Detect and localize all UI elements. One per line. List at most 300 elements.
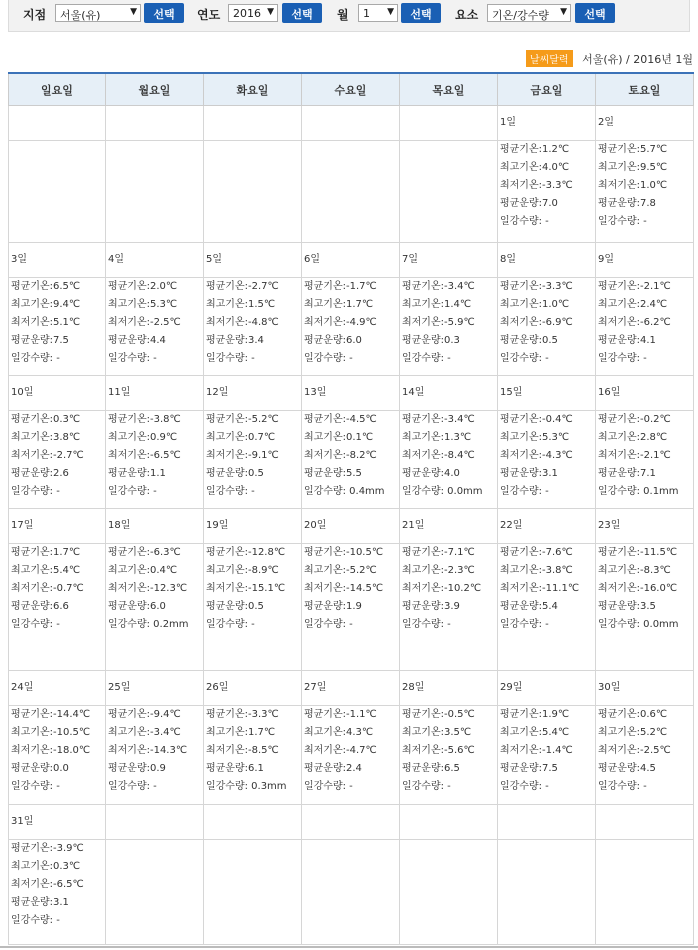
day-number-cell	[301, 376, 399, 411]
weather-min: 최저기온:-4.8℃	[205, 317, 279, 328]
weather-cloud: 평균운량:3.9	[401, 601, 460, 612]
day-number-cell	[595, 805, 693, 840]
weather-min: 최저기온:-2.5℃	[597, 745, 671, 756]
day-number-cell	[595, 106, 693, 141]
calendar-info-row	[9, 141, 694, 243]
day-weather-cell	[399, 411, 497, 509]
weather-min: 최저기온:-6.5℃	[11, 879, 84, 890]
weather-min: 최저기온:-5.9℃	[401, 317, 475, 328]
weather-avg: 평균기온:-3.4℃	[401, 281, 475, 292]
day-weather-cell	[301, 411, 399, 509]
day-number-cell	[301, 243, 399, 278]
calendar-info-row	[9, 706, 694, 805]
weather-rain: 일강수량: -	[499, 353, 549, 364]
weather-max: 최고기온:5.3℃	[499, 432, 570, 443]
bottom-divider	[0, 946, 698, 948]
weather-min: 최저기온:-9.1℃	[205, 450, 279, 461]
weather-max: 최고기온:1.4℃	[401, 299, 472, 310]
weather-min: 최저기온:-14.5℃	[303, 583, 384, 594]
day-number: 22일	[499, 520, 523, 531]
element-select-value: 기온/강수량	[492, 9, 549, 22]
day-number-cell	[203, 509, 301, 544]
weather-max: 최고기온:1.0℃	[499, 299, 570, 310]
day-number: 28일	[401, 682, 425, 693]
weather-cloud: 평균운량:0.5	[499, 335, 558, 346]
weather-rain: 일강수량: 0.1mm	[597, 486, 679, 497]
weather-min: 최저기온:-4.9℃	[303, 317, 377, 328]
weather-avg: 평균기온:-11.5℃	[597, 547, 678, 558]
weather-calendar-badge: 날씨달력	[526, 50, 573, 67]
weather-cloud: 평균운량:6.6	[11, 601, 69, 612]
weather-cloud: 평균운량:7.5	[499, 763, 558, 774]
weather-rain: 일강수량: -	[205, 486, 255, 497]
day-number-cell	[399, 805, 497, 840]
day-number: 15일	[499, 387, 523, 398]
weather-cloud: 평균운량:2.6	[11, 468, 69, 479]
weather-avg: 평균기온:6.5℃	[11, 281, 81, 292]
weather-cloud: 평균운량:2.4	[303, 763, 362, 774]
day-weather-cell	[497, 706, 595, 805]
weather-cloud: 평균운량:6.5	[401, 763, 460, 774]
day-number-cell	[399, 106, 497, 141]
calendar-info-row	[9, 278, 694, 376]
day-weather-cell	[105, 278, 203, 376]
day-weather-cell	[399, 141, 497, 243]
weather-min: 최저기온:-11.1℃	[499, 583, 580, 594]
weather-rain: 일강수량: -	[107, 486, 157, 497]
weather-min: 최저기온:-12.3℃	[107, 583, 188, 594]
day-number-cell	[301, 106, 399, 141]
calendar-info-row	[9, 544, 694, 671]
weather-max: 최고기온:0.1℃	[303, 432, 374, 443]
day-number-cell	[301, 509, 399, 544]
day-number: 1일	[499, 117, 516, 128]
weekday-header: 금요일	[497, 73, 595, 106]
weather-min: 최저기온:-8.2℃	[303, 450, 377, 461]
weather-max: 최고기온:5.4℃	[499, 727, 570, 738]
weather-cloud: 평균운량:7.8	[597, 198, 656, 209]
day-number-cell	[9, 376, 106, 411]
filter-bar	[8, 0, 690, 32]
day-number: 20일	[303, 520, 327, 531]
day-weather-cell	[301, 141, 399, 243]
day-weather-cell	[9, 141, 106, 243]
day-number: 26일	[205, 682, 229, 693]
weather-max: 최고기온:-3.8℃	[499, 565, 573, 576]
day-weather-cell	[399, 706, 497, 805]
calendar-day-row	[9, 671, 694, 706]
day-number: 12일	[205, 387, 229, 398]
day-weather-cell	[105, 840, 203, 945]
weather-rain: 일강수량: -	[205, 353, 255, 364]
weather-max: 최고기온:5.4℃	[11, 565, 81, 576]
day-number: 6일	[303, 254, 320, 265]
weather-max: 최고기온:3.5℃	[401, 727, 472, 738]
day-number-cell	[203, 805, 301, 840]
day-number: 21일	[401, 520, 425, 531]
weather-avg: 평균기온:-7.1℃	[401, 547, 475, 558]
weather-max: 최고기온:3.8℃	[11, 432, 81, 443]
weather-min: 최저기온:-1.4℃	[499, 745, 573, 756]
day-weather-cell	[105, 544, 203, 671]
day-number-cell	[9, 243, 106, 278]
day-weather-cell	[595, 706, 693, 805]
weekday-header: 월요일	[105, 73, 203, 106]
weather-cloud: 평균운량:4.1	[597, 335, 656, 346]
day-weather-cell	[9, 840, 106, 945]
day-weather-cell	[105, 411, 203, 509]
day-weather-cell	[9, 411, 106, 509]
day-number: 10일	[11, 387, 34, 398]
year-select-value: 2016	[233, 7, 261, 20]
weather-avg: 평균기온:-9.4℃	[107, 709, 181, 720]
weather-rain: 일강수량: -	[11, 486, 60, 497]
weather-avg: 평균기온:1.9℃	[499, 709, 570, 720]
weather-max: 최고기온:9.4℃	[11, 299, 81, 310]
weather-rain: 일강수량: -	[11, 915, 60, 926]
day-number: 5일	[205, 254, 222, 265]
station-select[interactable]	[55, 4, 141, 22]
day-number: 25일	[107, 682, 131, 693]
day-weather-cell	[399, 278, 497, 376]
weather-min: 최저기온:5.1℃	[11, 317, 81, 328]
day-number-cell	[497, 509, 595, 544]
weather-avg: 평균기온:-0.2℃	[597, 414, 671, 425]
weather-min: 최저기온:-16.0℃	[597, 583, 678, 594]
chevron-down-icon: ▼	[267, 7, 274, 17]
weather-max: 최고기온:5.3℃	[107, 299, 178, 310]
weekday-header: 화요일	[203, 73, 301, 106]
element-select[interactable]	[487, 4, 571, 22]
weather-min: 최저기온:-5.6℃	[401, 745, 475, 756]
weather-min: 최저기온:-2.1℃	[597, 450, 671, 461]
weather-avg: 평균기온:-3.3℃	[499, 281, 573, 292]
weather-avg: 평균기온:5.7℃	[597, 144, 668, 155]
weather-max: 최고기온:2.8℃	[597, 432, 668, 443]
calendar-caption-text: 서울(유) / 2016년 1월	[582, 53, 693, 66]
weather-cloud: 평균운량:0.0	[11, 763, 69, 774]
day-number: 3일	[11, 254, 28, 265]
chevron-down-icon: ▼	[560, 7, 567, 17]
weather-max: 최고기온:1.5℃	[205, 299, 276, 310]
day-number-cell	[203, 106, 301, 141]
calendar-day-row	[9, 805, 694, 840]
weather-avg: 평균기온:-6.3℃	[107, 547, 181, 558]
day-number: 27일	[303, 682, 327, 693]
weather-avg: 평균기온:2.0℃	[107, 281, 178, 292]
day-number-cell	[399, 243, 497, 278]
weather-min: 최저기온:-10.2℃	[401, 583, 482, 594]
day-weather-cell	[595, 840, 693, 945]
weather-cloud: 평균운량:3.1	[11, 897, 69, 908]
weather-avg: 평균기온:-0.4℃	[499, 414, 573, 425]
station-select-value: 서울(유)	[60, 9, 101, 22]
weather-min: 최저기온:-8.4℃	[401, 450, 475, 461]
weather-rain: 일강수량: -	[303, 781, 353, 792]
day-weather-cell	[497, 141, 595, 243]
weekday-header-row	[9, 73, 694, 106]
day-number: 18일	[107, 520, 131, 531]
day-weather-cell	[105, 141, 203, 243]
weather-max: 최고기온:0.7℃	[205, 432, 276, 443]
weather-cloud: 평균운량:6.0	[303, 335, 362, 346]
weather-avg: 평균기온:-3.8℃	[107, 414, 181, 425]
weather-rain: 일강수량: -	[205, 619, 255, 630]
day-number: 16일	[597, 387, 621, 398]
day-number-cell	[9, 805, 106, 840]
weather-min: 최저기온:-2.5℃	[107, 317, 181, 328]
calendar-info-row	[9, 840, 694, 945]
day-number: 24일	[11, 682, 34, 693]
weather-cloud: 평균운량:3.5	[597, 601, 656, 612]
weather-avg: 평균기온:-2.7℃	[205, 281, 279, 292]
weather-max: 최고기온:-8.3℃	[597, 565, 671, 576]
weather-rain: 일강수량: -	[499, 781, 549, 792]
day-number-cell	[9, 671, 106, 706]
weather-rain: 일강수량: -	[107, 781, 157, 792]
weather-max: 최고기온:-2.3℃	[401, 565, 475, 576]
day-number-cell	[497, 671, 595, 706]
weather-rain: 일강수량: 0.3mm	[205, 781, 287, 792]
day-weather-cell	[399, 544, 497, 671]
weather-cloud: 평균운량:0.5	[205, 601, 264, 612]
weather-cloud: 평균운량:6.0	[107, 601, 166, 612]
weather-rain: 일강수량: -	[499, 486, 549, 497]
weekday-header: 토요일	[595, 73, 693, 106]
weather-cloud: 평균운량:7.0	[499, 198, 558, 209]
day-weather-cell	[595, 141, 693, 243]
weather-cloud: 평균운량:0.9	[107, 763, 166, 774]
weather-cloud: 평균운량:3.1	[499, 468, 558, 479]
weather-rain: 일강수량: -	[11, 619, 60, 630]
weather-avg: 평균기온:-3.9℃	[11, 843, 84, 854]
weather-avg: 평균기온:0.6℃	[597, 709, 668, 720]
calendar-day-row	[9, 509, 694, 544]
weather-avg: 평균기온:-0.5℃	[401, 709, 475, 720]
weather-max: 최고기온:1.7℃	[303, 299, 374, 310]
weather-avg: 평균기온:-1.7℃	[303, 281, 377, 292]
calendar-body	[9, 106, 694, 945]
day-number: 8일	[499, 254, 516, 265]
weather-max: 최고기온:4.3℃	[303, 727, 374, 738]
day-number-cell	[105, 243, 203, 278]
day-number-cell	[595, 671, 693, 706]
weather-avg: 평균기온:-3.3℃	[205, 709, 279, 720]
day-weather-cell	[497, 544, 595, 671]
year-select[interactable]	[228, 4, 278, 22]
weather-avg: 평균기온:1.2℃	[499, 144, 570, 155]
weather-avg: 평균기온:-10.5℃	[303, 547, 384, 558]
weather-cloud: 평균운량:6.1	[205, 763, 264, 774]
weather-rain: 일강수량: -	[11, 353, 60, 364]
weather-max: 최고기온:-3.4℃	[107, 727, 181, 738]
day-number: 2일	[597, 117, 614, 128]
day-weather-cell	[301, 544, 399, 671]
day-weather-cell	[9, 544, 106, 671]
day-number-cell	[399, 671, 497, 706]
month-select-button[interactable]: 선택	[401, 3, 441, 23]
weather-rain: 일강수량: -	[401, 619, 451, 630]
weather-cloud: 평균운량:1.9	[303, 601, 362, 612]
day-number-cell	[203, 671, 301, 706]
weather-min: 최저기온:-8.5℃	[205, 745, 279, 756]
weather-max: 최고기온:5.2℃	[597, 727, 668, 738]
calendar-caption	[526, 50, 693, 66]
day-number-cell	[301, 671, 399, 706]
calendar-day-row	[9, 106, 694, 141]
day-number-cell	[497, 805, 595, 840]
weather-rain: 일강수량: -	[303, 619, 353, 630]
weather-rain: 일강수량: -	[401, 781, 451, 792]
weather-rain: 일강수량: 0.4mm	[303, 486, 385, 497]
day-weather-cell	[595, 544, 693, 671]
chevron-down-icon: ▼	[130, 7, 137, 17]
day-number-cell	[497, 106, 595, 141]
weather-min: 최저기온:-6.5℃	[107, 450, 181, 461]
weekday-header: 일요일	[9, 73, 106, 106]
weather-cloud: 평균운량:4.5	[597, 763, 656, 774]
day-number: 19일	[205, 520, 229, 531]
day-weather-cell	[497, 411, 595, 509]
day-weather-cell	[203, 544, 301, 671]
day-weather-cell	[497, 278, 595, 376]
day-number: 23일	[597, 520, 621, 531]
day-number-cell	[105, 805, 203, 840]
weather-rain: 일강수량: -	[401, 353, 451, 364]
weather-min: 최저기온:-15.1℃	[205, 583, 286, 594]
day-number: 11일	[107, 387, 131, 398]
month-select[interactable]	[358, 4, 398, 22]
weather-max: 최고기온:1.7℃	[205, 727, 276, 738]
day-weather-cell	[105, 706, 203, 805]
day-weather-cell	[203, 278, 301, 376]
weather-min: 최저기온:-4.7℃	[303, 745, 377, 756]
weather-avg: 평균기온:0.3℃	[11, 414, 81, 425]
calendar-day-row	[9, 376, 694, 411]
day-weather-cell	[203, 141, 301, 243]
day-number-cell	[9, 106, 106, 141]
day-weather-cell	[595, 411, 693, 509]
weather-min: 최저기온:-6.9℃	[499, 317, 573, 328]
weather-max: 최고기온:0.9℃	[107, 432, 178, 443]
day-number: 31일	[11, 816, 34, 827]
weather-min: 최저기온:-14.3℃	[107, 745, 188, 756]
weather-cloud: 평균운량:4.0	[401, 468, 460, 479]
calendar-info-row	[9, 411, 694, 509]
day-number-cell	[497, 243, 595, 278]
day-number: 13일	[303, 387, 327, 398]
day-number-cell	[497, 376, 595, 411]
weather-max: 최고기온:2.4℃	[597, 299, 668, 310]
day-number-cell	[105, 106, 203, 141]
weather-min: 최저기온:-3.3℃	[499, 180, 573, 191]
weekday-header: 수요일	[301, 73, 399, 106]
day-weather-cell	[497, 840, 595, 945]
weather-rain: 일강수량: -	[597, 216, 647, 227]
weather-cloud: 평균운량:1.1	[107, 468, 166, 479]
weather-min: 최저기온:-2.7℃	[11, 450, 84, 461]
weather-avg: 평균기온:-14.4℃	[11, 709, 91, 720]
day-number-cell	[105, 376, 203, 411]
day-number-cell	[595, 376, 693, 411]
weather-cloud: 평균운량:5.4	[499, 601, 558, 612]
day-weather-cell	[203, 706, 301, 805]
weather-min: 최저기온:-18.0℃	[11, 745, 91, 756]
weather-rain: 일강수량: -	[597, 781, 647, 792]
day-number-cell	[399, 509, 497, 544]
station-label: 지점	[23, 8, 47, 22]
year-select-button[interactable]: 선택	[282, 3, 322, 23]
weekday-header: 목요일	[399, 73, 497, 106]
weather-min: 최저기온:1.0℃	[597, 180, 668, 191]
weather-cloud: 평균운량:7.5	[11, 335, 69, 346]
day-number-cell	[301, 805, 399, 840]
weather-cloud: 평균운량:0.3	[401, 335, 460, 346]
day-number-cell	[203, 376, 301, 411]
weather-max: 최고기온:9.5℃	[597, 162, 668, 173]
weather-rain: 일강수량: 0.0mm	[597, 619, 679, 630]
weather-max: 최고기온:4.0℃	[499, 162, 570, 173]
day-number-cell	[399, 376, 497, 411]
weather-avg: 평균기온:1.7℃	[11, 547, 81, 558]
weather-max: 최고기온:-10.5℃	[11, 727, 91, 738]
weather-avg: 평균기온:-12.8℃	[205, 547, 286, 558]
day-weather-cell	[203, 411, 301, 509]
weather-max: 최고기온:0.4℃	[107, 565, 178, 576]
day-number-cell	[105, 509, 203, 544]
weather-avg: 평균기온:-1.1℃	[303, 709, 377, 720]
day-number: 7일	[401, 254, 418, 265]
day-number: 17일	[11, 520, 34, 531]
weather-cloud: 평균운량:5.5	[303, 468, 362, 479]
weather-rain: 일강수량: -	[303, 353, 353, 364]
weather-rain: 일강수량: -	[499, 216, 549, 227]
weather-avg: 평균기온:-2.1℃	[597, 281, 671, 292]
weather-min: 최저기온:-6.2℃	[597, 317, 671, 328]
day-weather-cell	[301, 278, 399, 376]
weather-rain: 일강수량: 0.2mm	[107, 619, 189, 630]
month-label: 월	[337, 8, 349, 22]
calendar-day-row	[9, 243, 694, 278]
weather-cloud: 평균운량:3.4	[205, 335, 264, 346]
day-number: 9일	[597, 254, 614, 265]
day-weather-cell	[595, 278, 693, 376]
chevron-down-icon: ▼	[387, 7, 394, 17]
day-number-cell	[595, 243, 693, 278]
weather-rain: 일강수량: -	[499, 619, 549, 630]
day-number: 14일	[401, 387, 425, 398]
weather-min: 최저기온:-4.3℃	[499, 450, 573, 461]
weather-max: 최고기온:-8.9℃	[205, 565, 279, 576]
day-number-cell	[9, 509, 106, 544]
weather-avg: 평균기온:-3.4℃	[401, 414, 475, 425]
element-select-button[interactable]: 선택	[575, 3, 615, 23]
weather-min: 최저기온:-0.7℃	[11, 583, 84, 594]
weather-avg: 평균기온:-7.6℃	[499, 547, 573, 558]
day-weather-cell	[9, 706, 106, 805]
day-weather-cell	[9, 278, 106, 376]
weather-cloud: 평균운량:4.4	[107, 335, 166, 346]
day-number: 30일	[597, 682, 621, 693]
weather-avg: 평균기온:-4.5℃	[303, 414, 377, 425]
day-number-cell	[203, 243, 301, 278]
weather-avg: 평균기온:-5.2℃	[205, 414, 279, 425]
day-weather-cell	[203, 840, 301, 945]
weather-rain: 일강수량: -	[107, 353, 157, 364]
weather-rain: 일강수량: -	[597, 353, 647, 364]
station-select-button[interactable]: 선택	[144, 3, 184, 23]
weather-calendar-table	[8, 72, 694, 945]
